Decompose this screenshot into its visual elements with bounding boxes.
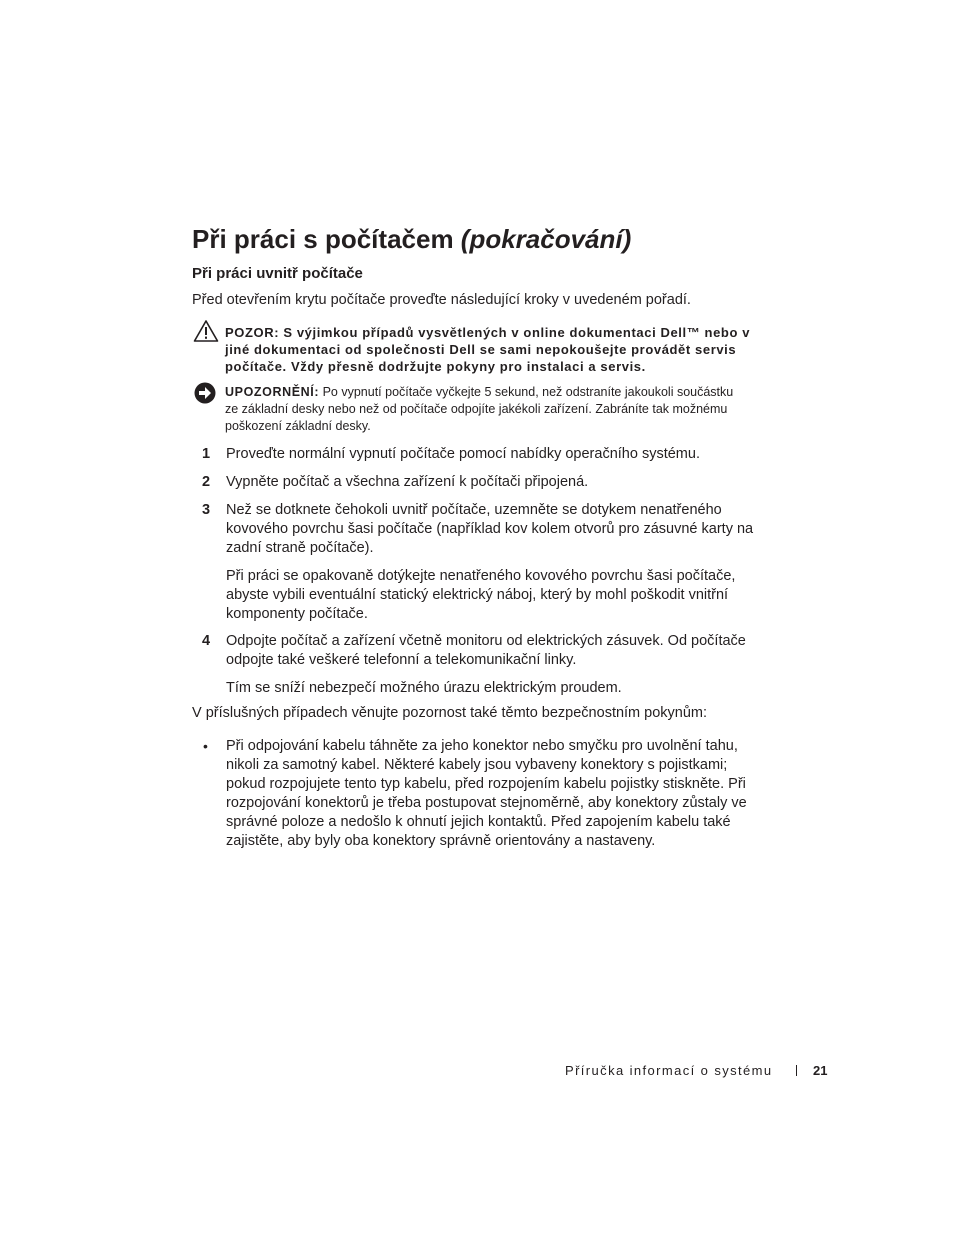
step-text: Odpojte počítač a zařízení včetně monitoru od elektrických zásuvek. Od počítače odpojte také veškeré telefonní a telekomunikační linky. [226, 633, 746, 668]
page-number: 21 [813, 1063, 828, 1078]
footer-document-title: Příručka informací o systému [565, 1063, 773, 1078]
step-number: 2 [202, 474, 211, 490]
step-number: 1 [202, 446, 211, 462]
step-number: 4 [202, 633, 211, 649]
bullet-marker: • [203, 738, 208, 754]
safety-intro: V příslušných případech věnujte pozornost také těmto bezpečnostním pokynům: [192, 705, 708, 721]
page-title-main: Při práci s počítačem [192, 224, 461, 254]
step-note: Při práci se opakovaně dotýkejte nenatřeného kovového povrchu šasi počítače, abyste vybili eventuální statický elektrický náboj, který by mohl poškodit vnitřní komponenty počítače. [226, 568, 736, 622]
page-title [192, 222, 631, 256]
notice-body: Po vypnutí počítače vyčkejte 5 sekund, než odstraníte jakoukoli součástku ze základní desky nebo než od počítače odpojíte jakékoli zařízení. Zabráníte tak možnému poškození základní desky. [225, 385, 734, 433]
step-text: Vypněte počítač a všechna zařízení k počítači připojená. [226, 474, 589, 490]
notice-label: UPOZORNĚNÍ: [225, 385, 320, 399]
warning-triangle-icon [193, 319, 219, 343]
step-text: Proveďte normální vypnutí počítače pomocí nabídky operačního systému. [226, 446, 700, 462]
bullet-text: Při odpojování kabelu táhněte za jeho konektor nebo smyčku pro uvolnění tahu, nikoli za samotný kabel. Některé kabely jsou vybaveny konektory s pojistkami; pokud rozpojujete tento typ kabelu, před rozpojením kabelu pojistky stiskněte. Při rozpojování konektorů je třeba postupovat stejnoměrně, aby konektory zůstaly ve správné poloze a nedošlo k ohnutí jejich kontaktů. Před zapojením kabelu také zajistěte, aby byly oba konektory správně orientovány a nastaveny. [226, 738, 747, 849]
notice-arrow-icon [194, 382, 216, 404]
page-title-continued: (pokračování) [460, 224, 632, 254]
footer-divider [796, 1065, 797, 1076]
caution-text: POZOR: S výjimkou případů vysvětlených v online dokumentaci Dell™ nebo v jiné dokumentaci od společnosti Dell se sami nepokoušejte provádět servis počítače. Vždy přesně dodržujte pokyny pro instalaci a servis. [225, 325, 751, 374]
step-note: Tím se sníží nebezpečí možného úrazu elektrickým proudem. [226, 680, 622, 696]
step-text: Než se dotknete čehokoli uvnitř počítače, uzemněte se dotykem nenatřeného kovového povrchu šasi počítače (například kov kolem otvorů pro zásuvné karty na zadní straně počítače). [226, 502, 754, 556]
notice-text [225, 384, 810, 435]
section-intro: Před otevřením krytu počítače proveďte následující kroky v uvedeném pořadí. [192, 292, 691, 308]
step-number: 3 [202, 502, 211, 518]
section-heading: Při práci uvnitř počítače [192, 265, 363, 282]
